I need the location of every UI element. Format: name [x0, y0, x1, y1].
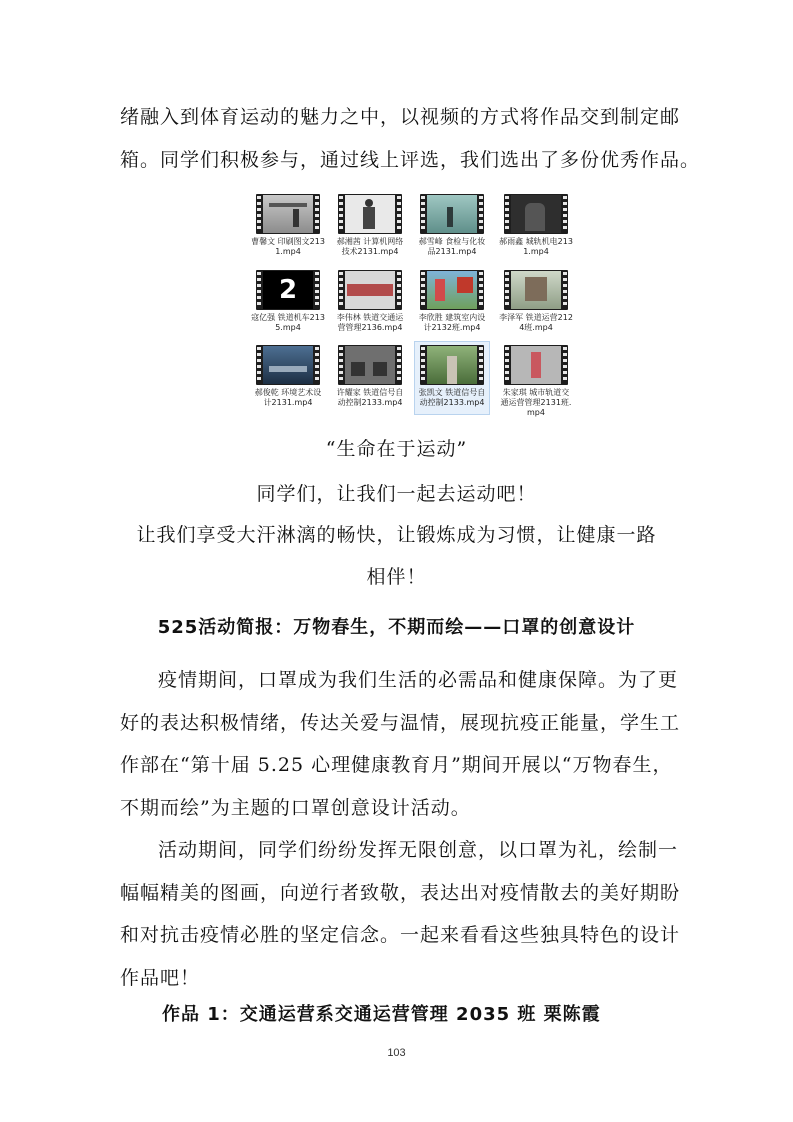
paragraph-1-line-2: 好的表达积极情绪，传达关爱与温情，展现抗疫正能量，学生工	[120, 712, 681, 734]
paragraph-1-line-4: 不期而绘”为主题的口罩创意设计活动。	[120, 797, 471, 819]
video-file-item[interactable]	[333, 267, 407, 339]
video-thumbnail	[338, 194, 402, 234]
video-thumbnail	[338, 345, 402, 385]
video-file-item[interactable]	[415, 267, 489, 339]
video-file-name: 张凯文 铁道信号自动控制2133.mp4	[418, 388, 486, 407]
thumb-number: 2	[263, 271, 313, 309]
video-file-name: 郝湘茜 计算机网络技术2131.mp4	[336, 237, 404, 256]
video-file-item[interactable]	[499, 191, 573, 263]
paragraph-2-line-4: 作品吧！	[120, 967, 201, 989]
intro-line-1: 绪融入到体育运动的魅力之中，以视频的方式将作品交到制定邮	[120, 106, 681, 128]
video-thumbnail	[420, 345, 484, 385]
poem-title: “生命在于运动”	[325, 438, 468, 460]
video-file-name: 许耀家 铁道信号自动控制2133.mp4	[336, 388, 404, 407]
video-file-name: 李泽军 铁道运营2124班.mp4	[499, 313, 573, 332]
video-file-item[interactable]	[499, 342, 573, 417]
video-file-name: 曹馨文 印刷图文2131.mp4	[251, 237, 325, 256]
video-file-item[interactable]	[499, 267, 573, 339]
paragraph-2-line-2: 幅幅精美的图画，向逆行者致敬，表达出对疫情散去的美好期盼	[120, 882, 681, 904]
poem-line-2: 让我们享受大汗淋漓的畅快，让锻炼成为习惯，让健康一路	[136, 524, 657, 546]
video-file-grid	[243, 191, 573, 417]
video-file-item[interactable]	[251, 191, 325, 263]
video-file-name: 朱家琪 城市轨道交通运营管理2131班.mp4	[500, 388, 572, 417]
video-file-name: 李伟林 铁道交通运营管理2136.mp4	[336, 313, 404, 332]
video-thumbnail	[420, 270, 484, 310]
video-file-item[interactable]	[415, 191, 489, 263]
video-file-item[interactable]	[333, 342, 407, 414]
paragraph-2-line-3: 和对抗击疫情必胜的坚定信念。一起来看看这些独具特色的设计	[120, 924, 681, 946]
page-number: 103	[387, 1047, 406, 1059]
section-heading: 525活动简报：万物春生，不期而绘——口罩的创意设计	[157, 617, 636, 638]
video-thumbnail	[256, 270, 320, 310]
video-thumbnail	[256, 194, 320, 234]
video-file-item[interactable]	[415, 342, 489, 414]
video-file-name: 郝雪峰 食检与化妆品2131.mp4	[418, 237, 486, 256]
video-thumbnail	[256, 345, 320, 385]
video-thumbnail	[338, 270, 402, 310]
video-thumbnail	[504, 345, 568, 385]
video-file-name: 郝俊乾 环境艺术设计2131.mp4	[254, 388, 322, 407]
video-thumbnail	[504, 270, 568, 310]
paragraph-1-line-1: 疫情期间，口罩成为我们生活的必需品和健康保障。为了更	[158, 669, 679, 691]
poem-line-1: 同学们，让我们一起去运动吧！	[256, 483, 537, 505]
work-heading: 作品 1：交通运营系交通运营管理 2035 班 栗陈霞	[162, 1004, 601, 1025]
video-file-name: 李欣胜 建筑室内设计2132班.mp4	[418, 313, 486, 332]
poem-line-3: 相伴！	[366, 566, 427, 588]
intro-line-2: 箱。同学们积极参与，通过线上评选，我们选出了多份优秀作品。	[120, 149, 701, 171]
video-thumbnail	[420, 194, 484, 234]
video-file-name: 寇亿强 铁道机车2135.mp4	[251, 313, 325, 332]
paragraph-2-line-1: 活动期间，同学们纷纷发挥无限创意，以口罩为礼，绘制一	[158, 839, 679, 861]
video-thumbnail	[504, 194, 568, 234]
paragraph-1-line-3: 作部在“第十届 5.25 心理健康教育月”期间开展以“万物春生，	[120, 754, 673, 776]
video-file-item[interactable]	[251, 342, 325, 414]
video-file-item[interactable]	[251, 267, 325, 339]
video-file-item[interactable]	[333, 191, 407, 263]
video-file-name: 郝雨鑫 城轨机电2131.mp4	[499, 237, 573, 256]
